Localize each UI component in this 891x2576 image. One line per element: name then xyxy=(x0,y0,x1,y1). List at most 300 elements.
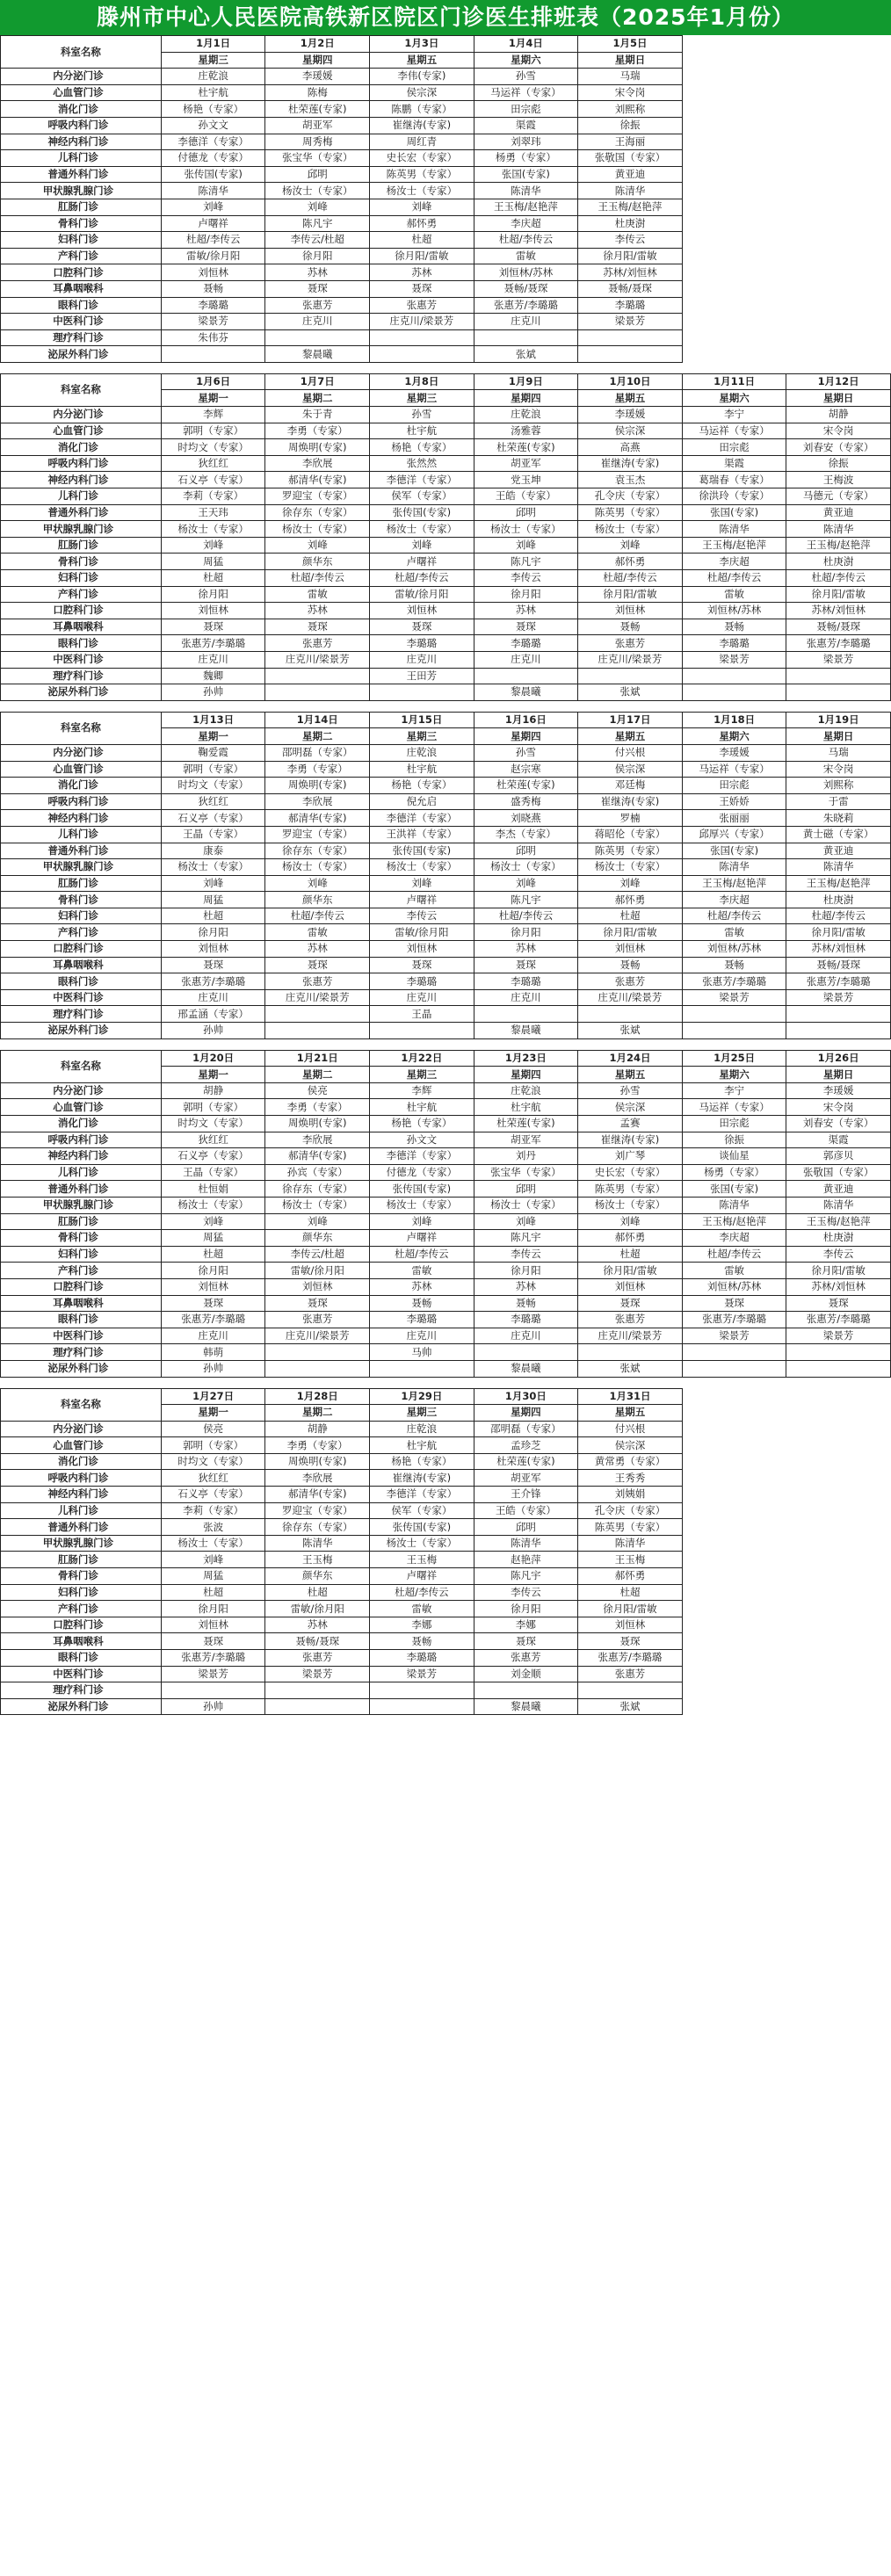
doctor-cell: 刘峰 xyxy=(265,199,370,215)
doctor-cell: 陈清华 xyxy=(161,183,265,199)
empty-cell xyxy=(682,1470,786,1487)
doctor-cell: 李杰（专家） xyxy=(474,826,578,843)
weekday-header: 星期五 xyxy=(370,52,474,69)
doctor-cell: 王玉梅 xyxy=(578,1552,683,1568)
doctor-cell: 陈清华 xyxy=(474,183,578,199)
department-name: 神经内科门诊 xyxy=(1,810,162,827)
empty-cell xyxy=(786,1698,891,1715)
doctor-cell: 杜宇航 xyxy=(161,84,265,101)
doctor-cell: 陈梅 xyxy=(265,84,370,101)
table-row xyxy=(1,892,891,908)
doctor-cell: 徐月阳/雷敏 xyxy=(786,1263,891,1279)
department-name: 儿科门诊 xyxy=(1,826,162,843)
doctor-cell: 张敬国（专家） xyxy=(786,1164,891,1181)
doctor-cell: 石义亭（专家） xyxy=(161,1487,265,1503)
doctor-cell xyxy=(370,346,474,363)
doctor-cell: 王玉梅/赵艳萍 xyxy=(682,1213,786,1230)
doctor-cell: 庄克川 xyxy=(161,1328,265,1344)
department-name: 儿科门诊 xyxy=(1,488,162,505)
empty-cell xyxy=(786,1601,891,1617)
doctor-cell: 聂琛 xyxy=(474,957,578,973)
empty-cell xyxy=(682,1388,786,1405)
doctor-cell: 刘恒林 xyxy=(161,941,265,958)
doctor-cell: 聂琛 xyxy=(786,1295,891,1312)
doctor-cell: 孙雪 xyxy=(474,69,578,85)
doctor-cell: 杨勇（专家） xyxy=(474,150,578,167)
doctor-cell: 张惠芳/李璐璐 xyxy=(682,973,786,990)
doctor-cell: 杜庚澍 xyxy=(786,1230,891,1247)
empty-cell xyxy=(682,84,786,101)
table-row xyxy=(1,1263,891,1279)
doctor-cell: 黄亚迪 xyxy=(786,1181,891,1198)
doctor-cell: 陈清华 xyxy=(682,859,786,876)
doctor-cell xyxy=(578,1006,683,1023)
doctor-cell: 雷敏 xyxy=(474,248,578,264)
doctor-cell: 李庆超 xyxy=(682,1230,786,1247)
table-row xyxy=(1,843,891,859)
doctor-cell: 侯宗深 xyxy=(578,1437,683,1454)
doctor-cell: 徐月阳/雷敏 xyxy=(578,1601,683,1617)
doctor-cell: 马运祥（专家） xyxy=(682,1099,786,1116)
empty-cell xyxy=(786,314,891,330)
doctor-cell: 苏林 xyxy=(474,603,578,619)
doctor-cell: 李璐璐 xyxy=(474,635,578,652)
doctor-cell: 周猛 xyxy=(161,554,265,570)
department-name: 神经内科门诊 xyxy=(1,134,162,150)
doctor-cell: 李瑗媛 xyxy=(265,69,370,85)
doctor-cell: 杜超/李传云 xyxy=(786,570,891,587)
table-row xyxy=(1,603,891,619)
doctor-cell: 刘熙称 xyxy=(786,778,891,794)
doctor-cell: 雷敏/徐月阳 xyxy=(265,1263,370,1279)
dept-header: 科室名称 xyxy=(1,712,162,744)
table-row xyxy=(1,668,891,684)
doctor-cell: 雷敏/徐月阳 xyxy=(161,248,265,264)
table-row xyxy=(1,1181,891,1198)
doctor-cell: 李德洋（专家） xyxy=(370,1148,474,1165)
doctor-cell: 付德龙（专家） xyxy=(370,1164,474,1181)
department-name: 妇科门诊 xyxy=(1,232,162,249)
doctor-cell: 雷敏 xyxy=(265,924,370,941)
doctor-cell: 朱晓莉 xyxy=(786,810,891,827)
doctor-cell: 杜恒娟 xyxy=(161,1181,265,1198)
department-name: 甲状腺乳腺门诊 xyxy=(1,1535,162,1552)
department-name: 肛肠门诊 xyxy=(1,199,162,215)
department-name: 中医科门诊 xyxy=(1,1328,162,1344)
table-row xyxy=(1,570,891,587)
doctor-cell: 张惠芳 xyxy=(265,635,370,652)
department-name: 耳鼻咽喉科 xyxy=(1,1295,162,1312)
weekday-header: 星期日 xyxy=(786,1067,891,1083)
doctor-cell: 聂琛 xyxy=(265,957,370,973)
doctor-cell: 黎晨曦 xyxy=(474,1360,578,1377)
doctor-cell: 杨汝士（专家） xyxy=(370,1197,474,1213)
doctor-cell: 刘春安（专家） xyxy=(786,439,891,456)
doctor-cell: 梁景芳 xyxy=(682,651,786,668)
doctor-cell: 杜宇航 xyxy=(474,1099,578,1116)
table-row xyxy=(1,875,891,892)
doctor-cell: 徐存东（专家） xyxy=(265,504,370,521)
doctor-cell: 徐月阳/雷敏 xyxy=(578,586,683,603)
doctor-cell: 苏林 xyxy=(265,1617,370,1633)
doctor-cell: 苏林 xyxy=(265,941,370,958)
empty-cell xyxy=(786,1535,891,1552)
doctor-cell: 朱伟芬 xyxy=(161,329,265,346)
weekday-header: 星期日 xyxy=(578,52,683,69)
department-name: 耳鼻咽喉科 xyxy=(1,619,162,635)
date-header: 1月27日 xyxy=(161,1388,265,1405)
doctor-cell: 高燕 xyxy=(578,439,683,456)
doctor-cell: 马德元（专家） xyxy=(786,488,891,505)
doctor-cell: 聂琛 xyxy=(161,1295,265,1312)
doctor-cell: 张惠芳/李璐璐 xyxy=(161,1650,265,1667)
date-header: 1月2日 xyxy=(265,36,370,53)
department-name: 口腔科门诊 xyxy=(1,264,162,281)
table-row xyxy=(1,651,891,668)
doctor-cell: 郭明（专家） xyxy=(161,1437,265,1454)
doctor-cell: 苏林/刘恒林 xyxy=(578,264,683,281)
doctor-cell xyxy=(370,329,474,346)
table-row xyxy=(1,346,891,363)
doctor-cell: 郝怀勇 xyxy=(578,1230,683,1247)
doctor-cell: 王介锋 xyxy=(474,1487,578,1503)
doctor-cell: 聂琛 xyxy=(265,619,370,635)
table-row xyxy=(1,1601,891,1617)
department-name: 普通外科门诊 xyxy=(1,504,162,521)
doctor-cell: 苏林 xyxy=(265,603,370,619)
department-name: 神经内科门诊 xyxy=(1,472,162,488)
doctor-cell: 葛瑞春（专家） xyxy=(682,472,786,488)
doctor-cell: 雷敏 xyxy=(265,586,370,603)
doctor-cell: 刘恒林/苏林 xyxy=(682,603,786,619)
department-name: 内分泌门诊 xyxy=(1,407,162,423)
department-name: 儿科门诊 xyxy=(1,1164,162,1181)
table-row xyxy=(1,1312,891,1328)
empty-cell xyxy=(786,264,891,281)
date-header: 1月25日 xyxy=(682,1050,786,1067)
empty-cell xyxy=(682,314,786,330)
doctor-cell xyxy=(786,668,891,684)
department-name: 消化门诊 xyxy=(1,439,162,456)
empty-cell xyxy=(786,329,891,346)
doctor-cell: 苏林/刘恒林 xyxy=(786,603,891,619)
doctor-cell: 陈凡宇 xyxy=(474,554,578,570)
doctor-cell: 徐月阳 xyxy=(161,1263,265,1279)
doctor-cell: 张惠芳 xyxy=(265,1312,370,1328)
doctor-cell: 徐月阳/雷敏 xyxy=(578,248,683,264)
doctor-cell: 庄克川 xyxy=(265,314,370,330)
doctor-cell: 杜超 xyxy=(161,1246,265,1263)
doctor-cell: 周猛 xyxy=(161,1568,265,1585)
table-row xyxy=(1,1519,891,1536)
doctor-cell: 张惠芳/李璐璐 xyxy=(161,635,265,652)
department-name: 消化门诊 xyxy=(1,1116,162,1132)
doctor-cell: 侯军（专家） xyxy=(370,488,474,505)
doctor-cell: 李传云/杜超 xyxy=(265,232,370,249)
empty-cell xyxy=(682,1502,786,1519)
doctor-cell: 张波 xyxy=(161,1519,265,1536)
doctor-cell: 陈清华 xyxy=(578,183,683,199)
department-name: 内分泌门诊 xyxy=(1,1082,162,1099)
doctor-cell: 杨艳（专家） xyxy=(370,439,474,456)
empty-cell xyxy=(682,1535,786,1552)
doctor-cell: 马运祥（专家） xyxy=(682,761,786,778)
department-name: 内分泌门诊 xyxy=(1,1421,162,1437)
weekday-header: 星期日 xyxy=(786,728,891,745)
doctor-cell: 徐月阳/雷敏 xyxy=(578,924,683,941)
department-name: 内分泌门诊 xyxy=(1,744,162,761)
doctor-cell: 朱于青 xyxy=(265,407,370,423)
doctor-cell: 庄克川/梁景芳 xyxy=(578,1328,683,1344)
doctor-cell xyxy=(370,1023,474,1039)
doctor-cell: 杨汝士（专家） xyxy=(578,859,683,876)
doctor-cell xyxy=(682,684,786,701)
doctor-cell: 杨汝士（专家） xyxy=(370,1535,474,1552)
table-row xyxy=(1,407,891,423)
doctor-cell: 崔继涛(专家) xyxy=(578,1132,683,1148)
department-name: 产科门诊 xyxy=(1,1263,162,1279)
doctor-cell: 刘春安（专家） xyxy=(786,1116,891,1132)
date-header: 1月28日 xyxy=(265,1388,370,1405)
department-name: 理疗科门诊 xyxy=(1,668,162,684)
doctor-cell: 陈英男（专家） xyxy=(578,1181,683,1198)
table-row xyxy=(1,215,891,232)
doctor-cell: 马瑞 xyxy=(578,69,683,85)
doctor-cell: 杜超 xyxy=(578,1584,683,1601)
doctor-cell: 李伟(专家) xyxy=(370,69,474,85)
weekday-header: 星期一 xyxy=(161,728,265,745)
date-header: 1月18日 xyxy=(682,712,786,728)
week-table xyxy=(0,35,891,363)
doctor-cell: 李娜 xyxy=(474,1617,578,1633)
empty-cell xyxy=(682,1633,786,1650)
doctor-cell xyxy=(265,1006,370,1023)
date-header: 1月29日 xyxy=(370,1388,474,1405)
doctor-cell: 张斌 xyxy=(578,1698,683,1715)
date-header: 1月9日 xyxy=(474,373,578,390)
doctor-cell: 聂琛 xyxy=(370,619,474,635)
doctor-cell: 侯宗深 xyxy=(370,84,474,101)
doctor-cell: 刘峰 xyxy=(474,1213,578,1230)
doctor-cell: 梁景芳 xyxy=(265,1666,370,1682)
empty-cell xyxy=(682,1682,786,1699)
doctor-cell: 李瑗媛 xyxy=(682,744,786,761)
doctor-cell: 庄克川/梁景芳 xyxy=(578,989,683,1006)
table-row xyxy=(1,1535,891,1552)
date-header: 1月15日 xyxy=(370,712,474,728)
doctor-cell: 黄亚迪 xyxy=(786,504,891,521)
doctor-cell: 侯宗深 xyxy=(578,423,683,439)
doctor-cell: 梁景芳 xyxy=(682,1328,786,1344)
doctor-cell: 刘恒林 xyxy=(370,603,474,619)
empty-cell xyxy=(786,1568,891,1585)
doctor-cell: 王玉梅/赵艳萍 xyxy=(682,537,786,554)
doctor-cell: 李德洋（专家） xyxy=(370,1487,474,1503)
doctor-cell: 张惠芳 xyxy=(578,1666,683,1682)
empty-cell xyxy=(786,1552,891,1568)
doctor-cell: 聂畅 xyxy=(370,1633,474,1650)
doctor-cell: 庄克川 xyxy=(474,651,578,668)
doctor-cell: 李勇（专家） xyxy=(265,423,370,439)
doctor-cell: 张传国(专家) xyxy=(370,504,474,521)
doctor-cell: 聂琛 xyxy=(578,1633,683,1650)
department-name: 呼吸内科门诊 xyxy=(1,793,162,810)
table-row xyxy=(1,1116,891,1132)
empty-cell xyxy=(682,248,786,264)
department-name: 内分泌门诊 xyxy=(1,69,162,85)
date-header: 1月10日 xyxy=(578,373,683,390)
doctor-cell: 李传云/杜超 xyxy=(265,1246,370,1263)
doctor-cell: 徐存东（专家） xyxy=(265,843,370,859)
doctor-cell: 杜庚澍 xyxy=(578,215,683,232)
department-name: 肛肠门诊 xyxy=(1,875,162,892)
department-name: 中医科门诊 xyxy=(1,989,162,1006)
doctor-cell: 韩萌 xyxy=(161,1344,265,1361)
date-header: 1月30日 xyxy=(474,1388,578,1405)
doctor-cell: 田宗彪 xyxy=(682,1116,786,1132)
doctor-cell: 聂琛 xyxy=(370,957,474,973)
table-row xyxy=(1,134,891,150)
department-name: 心血管门诊 xyxy=(1,84,162,101)
department-name: 泌尿外科门诊 xyxy=(1,1023,162,1039)
doctor-cell: 陈英男（专家） xyxy=(578,1519,683,1536)
date-header: 1月8日 xyxy=(370,373,474,390)
doctor-cell: 张宝华（专家） xyxy=(265,150,370,167)
department-name: 神经内科门诊 xyxy=(1,1487,162,1503)
doctor-cell: 刘广琴 xyxy=(578,1148,683,1165)
doctor-cell xyxy=(265,1360,370,1377)
doctor-cell: 张宝华（专家） xyxy=(474,1164,578,1181)
doctor-cell: 王玉梅 xyxy=(370,1552,474,1568)
doctor-cell: 张惠芳 xyxy=(265,1650,370,1667)
empty-cell xyxy=(682,1453,786,1470)
table-row xyxy=(1,1682,891,1699)
table-row xyxy=(1,329,891,346)
weekday-header: 星期五 xyxy=(578,390,683,407)
table-row xyxy=(1,101,891,118)
doctor-cell: 杜超/李传云 xyxy=(370,570,474,587)
doctor-cell: 胡静 xyxy=(786,407,891,423)
doctor-cell: 李璐璐 xyxy=(474,973,578,990)
weekday-header: 星期一 xyxy=(161,1067,265,1083)
doctor-cell: 刘恒林 xyxy=(161,603,265,619)
doctor-cell: 陈清华 xyxy=(682,1197,786,1213)
doctor-cell: 杜庚澍 xyxy=(786,554,891,570)
empty-cell xyxy=(682,280,786,297)
doctor-cell: 聂琛 xyxy=(370,280,474,297)
doctor-cell: 邱明 xyxy=(474,1181,578,1198)
doctor-cell xyxy=(265,1698,370,1715)
department-name: 呼吸内科门诊 xyxy=(1,1470,162,1487)
doctor-cell: 张惠芳 xyxy=(578,973,683,990)
doctor-cell: 张惠芳/李璐璐 xyxy=(474,297,578,314)
week-table xyxy=(0,1388,891,1716)
department-name: 骨科门诊 xyxy=(1,892,162,908)
date-header: 1月26日 xyxy=(786,1050,891,1067)
doctor-cell: 徐振 xyxy=(786,455,891,472)
doctor-cell: 侯宗深 xyxy=(578,761,683,778)
doctor-cell: 李德洋（专家） xyxy=(161,134,265,150)
weekday-header: 星期四 xyxy=(474,390,578,407)
doctor-cell: 徐月阳 xyxy=(474,586,578,603)
doctor-cell: 孟珍芝 xyxy=(474,1437,578,1454)
doctor-cell: 刘峰 xyxy=(161,537,265,554)
doctor-cell: 康泰 xyxy=(161,843,265,859)
doctor-cell: 聂琛 xyxy=(161,1633,265,1650)
doctor-cell: 杜超 xyxy=(161,1584,265,1601)
doctor-cell: 陈清华 xyxy=(786,859,891,876)
doctor-cell: 刘峰 xyxy=(578,875,683,892)
doctor-cell: 杜超/李传云 xyxy=(786,908,891,924)
doctor-cell: 杜超/李传云 xyxy=(161,232,265,249)
doctor-cell xyxy=(370,1682,474,1699)
empty-cell xyxy=(682,1584,786,1601)
doctor-cell xyxy=(474,668,578,684)
empty-cell xyxy=(682,264,786,281)
doctor-cell: 田宗彪 xyxy=(682,778,786,794)
doctor-cell: 石义亭（专家） xyxy=(161,472,265,488)
empty-cell xyxy=(786,1617,891,1633)
doctor-cell xyxy=(578,1344,683,1361)
table-row xyxy=(1,973,891,990)
doctor-cell: 徐洪玲（专家） xyxy=(682,488,786,505)
doctor-cell xyxy=(370,684,474,701)
doctor-cell: 罗迎宝（专家） xyxy=(265,826,370,843)
doctor-cell: 杨汝士（专家） xyxy=(578,1197,683,1213)
doctor-cell: 杜超/李传云 xyxy=(682,1246,786,1263)
empty-cell xyxy=(786,183,891,199)
doctor-cell xyxy=(265,1344,370,1361)
empty-cell xyxy=(786,1650,891,1667)
table-row xyxy=(1,1099,891,1116)
weekday-header: 星期三 xyxy=(370,390,474,407)
doctor-cell: 王晶（专家） xyxy=(161,1164,265,1181)
doctor-cell: 李德洋（专家） xyxy=(370,810,474,827)
table-row xyxy=(1,1148,891,1165)
empty-cell xyxy=(682,346,786,363)
doctor-cell: 聂畅/聂琛 xyxy=(265,1633,370,1650)
weekday-header: 星期四 xyxy=(474,728,578,745)
table-row xyxy=(1,1295,891,1312)
weekday-header: 星期五 xyxy=(578,1405,683,1422)
department-name: 肛肠门诊 xyxy=(1,537,162,554)
weekday-header: 星期四 xyxy=(265,52,370,69)
doctor-cell: 陈凡宇 xyxy=(265,215,370,232)
doctor-cell: 梁景芳 xyxy=(786,651,891,668)
doctor-cell xyxy=(578,329,683,346)
doctor-cell: 刘峰 xyxy=(370,199,474,215)
weekday-header: 星期六 xyxy=(682,390,786,407)
weekday-header: 星期三 xyxy=(370,728,474,745)
doctor-cell: 聂琛 xyxy=(265,280,370,297)
doctor-cell: 黄常勇（专家） xyxy=(578,1453,683,1470)
doctor-cell: 聂畅/聂琛 xyxy=(786,957,891,973)
doctor-cell: 李庆超 xyxy=(474,215,578,232)
doctor-cell: 梁景芳 xyxy=(161,314,265,330)
doctor-cell: 陈清华 xyxy=(578,1535,683,1552)
doctor-cell: 罗迎宝（专家） xyxy=(265,488,370,505)
table-row xyxy=(1,1006,891,1023)
department-name: 口腔科门诊 xyxy=(1,1278,162,1295)
empty-cell xyxy=(786,1470,891,1487)
doctor-cell: 陈英男（专家） xyxy=(578,504,683,521)
table-row xyxy=(1,1568,891,1585)
doctor-cell: 张惠芳 xyxy=(370,297,474,314)
doctor-cell: 杜荣莲(专家) xyxy=(474,778,578,794)
doctor-cell: 付德龙（专家） xyxy=(161,150,265,167)
department-name: 理疗科门诊 xyxy=(1,1006,162,1023)
weekday-header: 星期二 xyxy=(265,1405,370,1422)
